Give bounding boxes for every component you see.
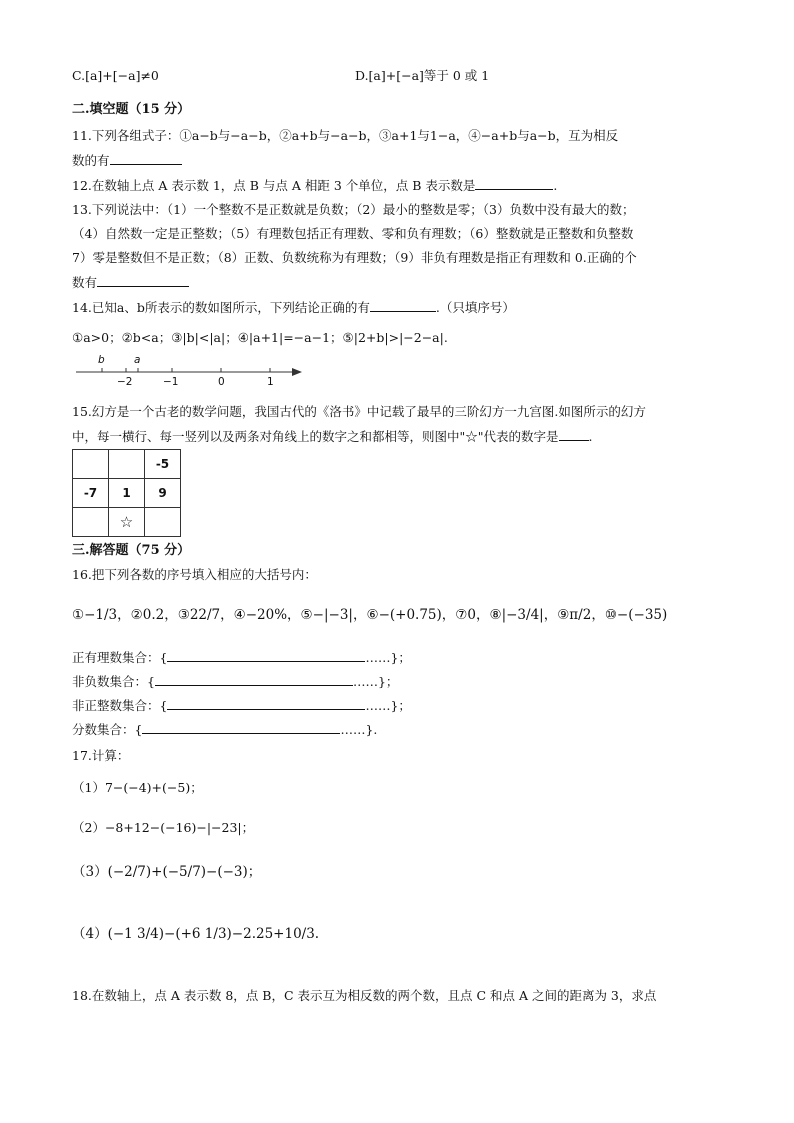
- option-c: C.[a]+[−a]≠0: [72, 68, 159, 83]
- magic-square-grid: [72, 449, 181, 537]
- set-answer-blank[interactable]: [167, 647, 365, 662]
- q11-line1: 11.下列各组式子：①a−b与−a−b，②a+b与−a−b，③a+1与1−a，④−a+b与a−b，互为相反: [72, 128, 619, 143]
- grid-cell: -7: [73, 479, 109, 508]
- tick-label-minus2: −2: [117, 376, 133, 388]
- q16-sets: [72, 647, 722, 740]
- q12-text: 12.在数轴上点 A 表示数 1，点 B 与点 A 相距 3 个单位，点 B 表示数是: [72, 178, 476, 193]
- options-row: [72, 62, 722, 84]
- set-label: 正有理数集合：{: [72, 650, 168, 665]
- grid-cell: [109, 450, 145, 479]
- set-answer-blank[interactable]: [167, 695, 365, 710]
- q14-number-line: [72, 354, 722, 394]
- q14-answer-blank[interactable]: [370, 297, 436, 312]
- q13-line1: 13.下列说法中：（1）一个整数不是正数就是负数；（2）最小的整数是零；（3）负数中没有最大的数；: [72, 202, 635, 217]
- q12-answer-blank[interactable]: [475, 175, 553, 190]
- set-end: ……}；: [365, 650, 411, 665]
- q14-text: 14.已知a、b所表示的数如图所示，下列结论正确的有: [72, 300, 370, 315]
- grid-cell: 1: [109, 479, 145, 508]
- q17-part4: （4）(−1 3/4)−(+6 1/3)−2.25+10/3.: [72, 926, 320, 942]
- tick-label-1: 1: [267, 376, 274, 388]
- q15-line2: [72, 426, 722, 447]
- q11-answer-blank[interactable]: [110, 150, 182, 165]
- grid-row: [73, 450, 181, 479]
- q18-text: 18.在数轴上，点 A 表示数 8，点 B，C 表示互为相反数的两个数，且点 C 和点 A 之间的距离为 3，求点: [72, 988, 657, 1003]
- set-non-negative: [72, 671, 722, 692]
- q15-end: .: [588, 429, 593, 444]
- q17-part1: （1）7−(−4)+(−5)；: [72, 780, 203, 795]
- q15-text: 中，每一横行、每一竖列以及两条对角线上的数字之和都相等，则图中"☆"代表的数字是: [72, 429, 559, 444]
- q13-line2: （4）自然数一定是正整数；（5）有理数包括正有理数、零和负有理数；（6）整数就是正整数和负整数: [72, 226, 634, 241]
- exam-page: [72, 62, 722, 1006]
- number-line-arrow-icon: [292, 368, 302, 376]
- q14-line: [72, 297, 722, 318]
- q13-line4: [72, 272, 722, 293]
- q11-label: 数的有: [72, 153, 110, 168]
- q16-numbers: ①−1/3，②0.2，③22/7，④−20%，⑤−|−3|，⑥−(+0.75)，⑦0，⑧|−3/4|，⑨π/2，⑩−(−35): [72, 607, 668, 623]
- q11-line2: [72, 150, 722, 171]
- point-b-label: b: [98, 354, 105, 366]
- section-answer-title: 三.解答题（75 分）: [72, 543, 191, 558]
- q15-line1: 15.幻方是一个古老的数学问题，我国古代的《洛书》中记载了最早的三阶幻方一九宫图.如图所示的幻方: [72, 404, 646, 419]
- set-fraction: [72, 719, 722, 740]
- q13-label: 数有: [72, 275, 98, 290]
- set-label: 分数集合：{: [72, 722, 143, 737]
- q12-line: [72, 175, 722, 196]
- grid-cell: 9: [145, 479, 181, 508]
- q14-options: ①a>0；②b<a；③|b|<|a|；④|a+1|=−a−1；⑤|2+b|>|−2−a|.: [72, 330, 448, 345]
- q14-end: .（只填序号）: [435, 300, 515, 315]
- grid-cell: [145, 508, 181, 537]
- set-end: ……}；: [365, 698, 411, 713]
- q17-part2: （2）−8+12−(−16)−|−23|；: [72, 820, 255, 835]
- q15-answer-blank[interactable]: [559, 426, 589, 441]
- tick-label-minus1: −1: [163, 376, 179, 388]
- q12-end: .: [553, 178, 558, 193]
- grid-row: [73, 479, 181, 508]
- set-answer-blank[interactable]: [142, 719, 340, 734]
- q17-part3: （3）(−2/7)+(−5/7)−(−3)；: [72, 864, 262, 880]
- grid-cell: [73, 508, 109, 537]
- number-line-figure: [72, 354, 312, 394]
- set-positive-rational: [72, 647, 722, 668]
- q13-line3: 7）零是整数但不是正数；（8）正数、负数统称为有理数；（9）非负有理数是指正有理数和 0.正确的个: [72, 250, 637, 265]
- set-end: ……}.: [340, 722, 378, 737]
- q16-text: 16.把下列各数的序号填入相应的大括号内：: [72, 567, 317, 582]
- point-a-label: a: [134, 354, 141, 366]
- set-label: 非负数集合：{: [72, 674, 155, 689]
- q13-answer-blank[interactable]: [97, 272, 189, 287]
- set-end: ……}；: [352, 674, 399, 689]
- grid-cell: -5: [145, 450, 181, 479]
- tick-label-0: 0: [218, 376, 225, 388]
- grid-cell: [73, 450, 109, 479]
- q17-title: 17.计算：: [72, 748, 130, 763]
- set-non-positive-integer: [72, 695, 722, 716]
- grid-cell-star: ☆: [109, 508, 145, 537]
- option-d: D.[a]+[−a]等于 0 或 1: [355, 68, 490, 83]
- set-answer-blank[interactable]: [155, 671, 353, 686]
- grid-row: [73, 508, 181, 537]
- set-label: 非正整数集合：{: [72, 698, 168, 713]
- section-fill-in-title: 二.填空题（15 分）: [72, 102, 191, 117]
